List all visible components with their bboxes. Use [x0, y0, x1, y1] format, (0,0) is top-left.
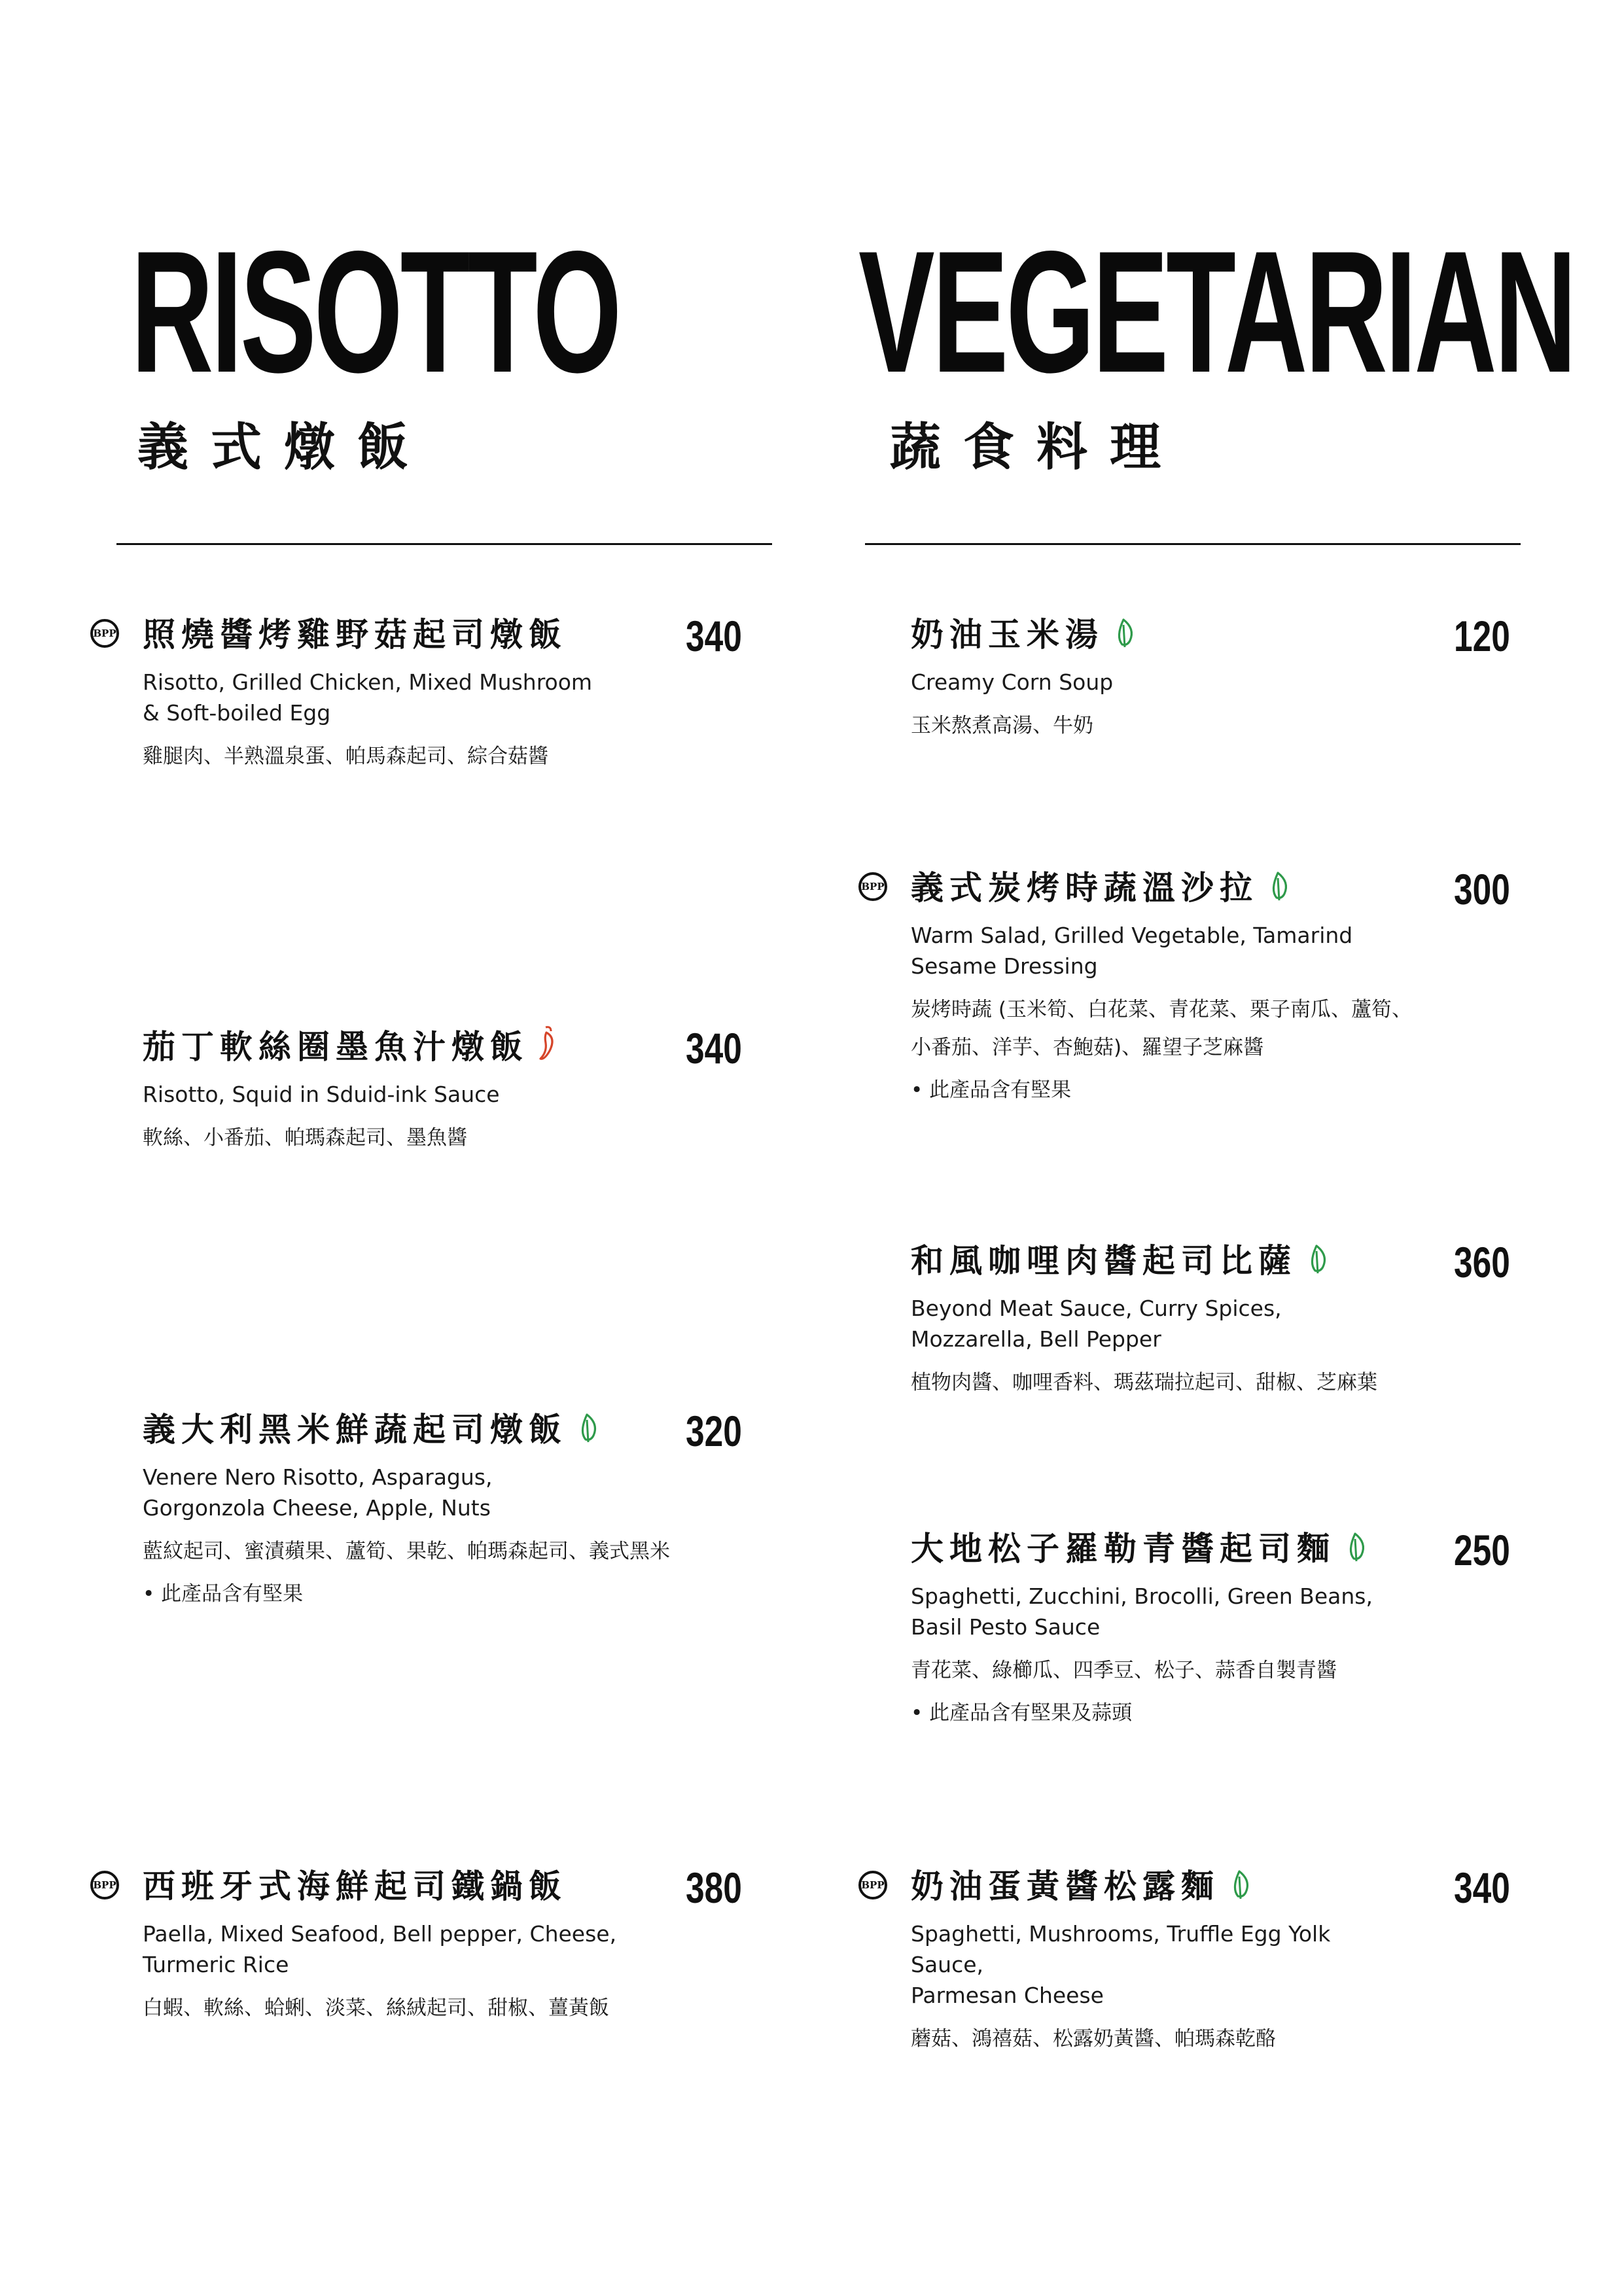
- bpp-badge-icon: BPP: [90, 619, 119, 648]
- item-name: 和風咖哩肉醬起司比薩: [911, 1238, 1330, 1286]
- item-description: Venere Nero Risotto, Asparagus, Gorgonzola Cheese, Apple, Nuts: [143, 1464, 493, 1521]
- item-ingredients: 軟絲、小番茄、帕瑪森起司、墨魚醬: [143, 1126, 467, 1150]
- item-ingredients: 炭烤時蔬 (玉米筍、白花菜、青花菜、栗子南瓜、蘆筍、 小番茄、洋芋、杏鮑菇)、羅望子芝麻醬: [911, 998, 1412, 1059]
- item-ingredients: 藍紋起司、蜜漬蘋果、蘆筍、果乾、帕瑪森起司、義式黑米: [143, 1540, 670, 1563]
- item-ingredients: 蘑菇、鴻禧菇、松露奶黃醬、帕瑪森乾酪: [911, 2027, 1276, 2051]
- item-name: 奶油玉米湯: [911, 612, 1137, 660]
- item-name: 義式炭烤時蔬溫沙拉: [911, 865, 1291, 913]
- menu-item-curry-meat-pizza[interactable]: [911, 1238, 1585, 1402]
- item-price: 340: [1454, 1863, 1510, 1912]
- bpp-badge-icon: BPP: [90, 1871, 119, 1899]
- item-price: 250: [1454, 1526, 1510, 1574]
- item-ingredients: 玉米熬煮高湯、牛奶: [911, 714, 1093, 737]
- risotto-title: RISOTTO: [131, 215, 620, 409]
- item-name: 西班牙式海鮮起司鐵鍋飯: [143, 1867, 567, 1905]
- leaf-icon: [1229, 1866, 1252, 1912]
- menu-item-creamy-corn-soup[interactable]: [911, 612, 1585, 745]
- item-name: 義大利黑米鮮蔬起司燉飯: [143, 1407, 600, 1455]
- item-name: 奶油蛋黃醬松露麵: [911, 1863, 1252, 1912]
- leaf-icon: [1267, 868, 1291, 913]
- risotto-subtitle: 義式燉飯: [137, 417, 431, 477]
- item-name: 茄丁軟絲圈墨魚汁燉飯: [143, 1024, 559, 1074]
- item-name: 大地松子羅勒青醬起司麵: [911, 1526, 1368, 1574]
- item-price: 340: [686, 1024, 742, 1072]
- item-ingredients: 植物肉醬、咖哩香料、瑪茲瑞拉起司、甜椒、芝麻葉: [911, 1371, 1377, 1394]
- menu-item-squid-ink-risotto[interactable]: [143, 1024, 817, 1157]
- item-ingredients: 雞腿肉、半熟溫泉蛋、帕馬森起司、綜合菇醬: [143, 745, 548, 768]
- menu-item-truffle-egg-yolk-spaghetti[interactable]: [861, 1863, 1585, 2058]
- vegetarian-divider: [865, 543, 1521, 545]
- menu-item-pesto-spaghetti[interactable]: [911, 1526, 1585, 1729]
- menu-item-warm-grilled-salad[interactable]: [861, 865, 1585, 1106]
- leaf-icon: [576, 1409, 600, 1455]
- menu-item-seafood-paella[interactable]: [93, 1863, 817, 2027]
- item-description: Creamy Corn Soup: [911, 669, 1114, 695]
- menu-item-teriyaki-chicken-risotto[interactable]: [93, 612, 817, 775]
- item-ingredients: 青花菜、綠櫛瓜、四季豆、松子、蒜香自製青醬: [911, 1659, 1337, 1682]
- item-allergen-note: • 此產品含有堅果及蒜頭: [911, 1701, 1133, 1725]
- item-description: Beyond Meat Sauce, Curry Spices, Mozzarella, Bell Pepper: [911, 1296, 1282, 1352]
- vegetarian-title: VEGETARIAN: [858, 215, 1575, 409]
- bpp-badge-icon: BPP: [858, 1871, 887, 1899]
- item-allergen-note: • 此產品含有堅果: [143, 1582, 304, 1606]
- item-price: 320: [686, 1407, 742, 1455]
- menu-item-venere-nero-risotto[interactable]: [143, 1407, 817, 1610]
- item-description: Risotto, Grilled Chicken, Mixed Mushroom & Soft-boiled Egg: [143, 669, 593, 726]
- item-price: 360: [1454, 1238, 1510, 1286]
- item-ingredients: 白蝦、軟絲、蛤蜊、淡菜、絲絨起司、甜椒、薑黃飯: [143, 1996, 609, 2020]
- leaf-icon: [1113, 614, 1137, 660]
- item-name: 照燒醬烤雞野菇起司燉飯: [143, 616, 567, 654]
- item-price: 300: [1454, 865, 1510, 913]
- item-price: 340: [686, 612, 742, 660]
- chili-icon: [538, 1025, 559, 1074]
- item-price: 380: [686, 1863, 742, 1912]
- leaf-icon: [1345, 1528, 1368, 1574]
- item-description: Risotto, Squid in Sduid-ink Sauce: [143, 1082, 500, 1107]
- vegetarian-subtitle: 蔬食料理: [890, 417, 1184, 477]
- item-description: Paella, Mixed Seafood, Bell pepper, Cheese, Turmeric Rice: [143, 1921, 617, 1977]
- item-allergen-note: • 此產品含有堅果: [911, 1078, 1072, 1102]
- item-description: Spaghetti, Mushrooms, Truffle Egg Yolk Sauce, Parmesan Cheese: [911, 1921, 1331, 2008]
- item-description: Warm Salad, Grilled Vegetable, Tamarind Sesame Dressing: [911, 923, 1353, 979]
- risotto-divider: [116, 543, 772, 545]
- item-description: Spaghetti, Zucchini, Brocolli, Green Beans, Basil Pesto Sauce: [911, 1583, 1373, 1640]
- bpp-badge-icon: BPP: [858, 872, 887, 901]
- leaf-icon: [1306, 1241, 1330, 1286]
- item-price: 120: [1454, 612, 1510, 660]
